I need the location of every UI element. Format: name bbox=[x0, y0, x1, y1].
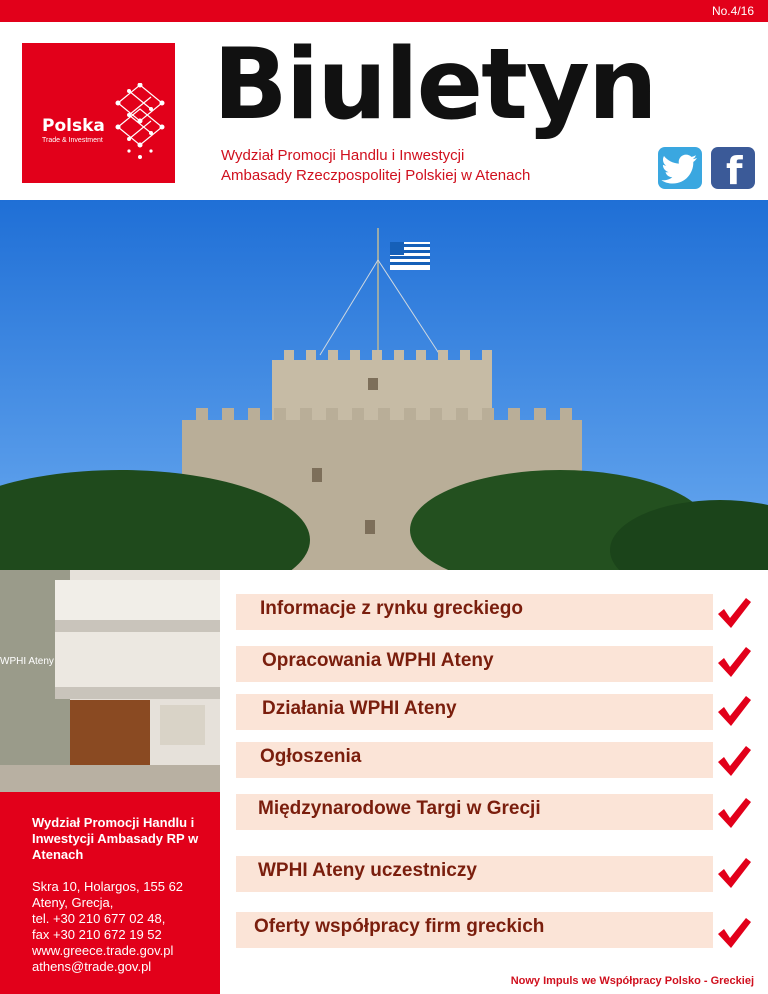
menu-item-ogloszenia[interactable] bbox=[236, 742, 713, 778]
greek-flag-icon bbox=[390, 242, 430, 270]
menu-item-informacje[interactable] bbox=[236, 594, 713, 630]
menu-item-label: Działania WPHI Ateny bbox=[262, 698, 457, 719]
subtitle-line-2: Ambasady Rzeczpospolitej Polskiej w Atenach bbox=[221, 167, 531, 184]
contact-name: Wydział Promocji Handlu i Inwestycji Ambasady RP w Atenach bbox=[32, 815, 199, 862]
logo-text: Polska bbox=[42, 116, 105, 136]
logo-pattern-icon bbox=[110, 83, 168, 163]
contact-address: Skra 10, Holargos, 155 62 bbox=[32, 879, 184, 894]
contact-fax: fax +30 210 672 19 52 bbox=[32, 927, 162, 942]
masthead-subtitle bbox=[221, 146, 530, 186]
menu-item-dzialania[interactable] bbox=[236, 694, 713, 730]
contact-tel: tel. +30 210 677 02 48, bbox=[32, 911, 166, 926]
embassy-building-photo bbox=[0, 570, 220, 792]
contact-city: Ateny, Grecja, bbox=[32, 895, 114, 910]
page-title: Biuletyn bbox=[213, 28, 656, 142]
subtitle-line-1: Wydział Promocji Handlu i Inwestycji bbox=[221, 147, 465, 164]
checkmark-icon bbox=[716, 645, 752, 679]
logo-subtext: Trade & Investment bbox=[42, 137, 103, 144]
menu-item-label: Informacje z rynku greckiego bbox=[260, 598, 523, 619]
facebook-button[interactable] bbox=[711, 147, 755, 193]
hero-photo-white-tower bbox=[0, 200, 768, 570]
menu-item-uczestniczy[interactable] bbox=[236, 856, 713, 892]
checkmark-icon bbox=[716, 744, 752, 778]
menu-item-label: Oferty współpracy firm greckich bbox=[254, 916, 545, 937]
menu-item-label: Opracowania WPHI Ateny bbox=[262, 650, 494, 671]
checkmark-icon bbox=[716, 796, 752, 830]
footer-tagline: Nowy Impuls we Współpracy Polsko - Greckiej bbox=[510, 975, 754, 987]
polska-logo bbox=[22, 43, 175, 183]
menu-item-label: WPHI Ateny uczestniczy bbox=[258, 860, 477, 881]
menu-item-targi[interactable] bbox=[236, 794, 713, 830]
menu-item-opracowania[interactable] bbox=[236, 646, 713, 682]
checkmark-icon bbox=[716, 916, 752, 950]
menu-item-label: Międzynarodowe Targi w Grecji bbox=[258, 798, 541, 819]
contact-email-link[interactable]: athens@trade.gov.pl bbox=[32, 959, 152, 974]
twitter-icon bbox=[658, 147, 702, 189]
contact-website-link[interactable]: www.greece.trade.gov.pl bbox=[32, 943, 174, 958]
contact-box bbox=[0, 792, 220, 994]
issue-number: No.4/16 bbox=[711, 4, 754, 18]
checkmark-icon bbox=[716, 596, 752, 630]
menu-item-oferty[interactable] bbox=[236, 912, 713, 948]
menu-item-label: Ogłoszenia bbox=[260, 746, 362, 767]
facebook-icon: f bbox=[726, 149, 743, 193]
twitter-button[interactable] bbox=[658, 147, 702, 189]
building-caption: WPHI Ateny bbox=[0, 656, 54, 667]
checkmark-icon bbox=[716, 856, 752, 890]
checkmark-icon bbox=[716, 694, 752, 728]
top-bar bbox=[0, 0, 768, 22]
